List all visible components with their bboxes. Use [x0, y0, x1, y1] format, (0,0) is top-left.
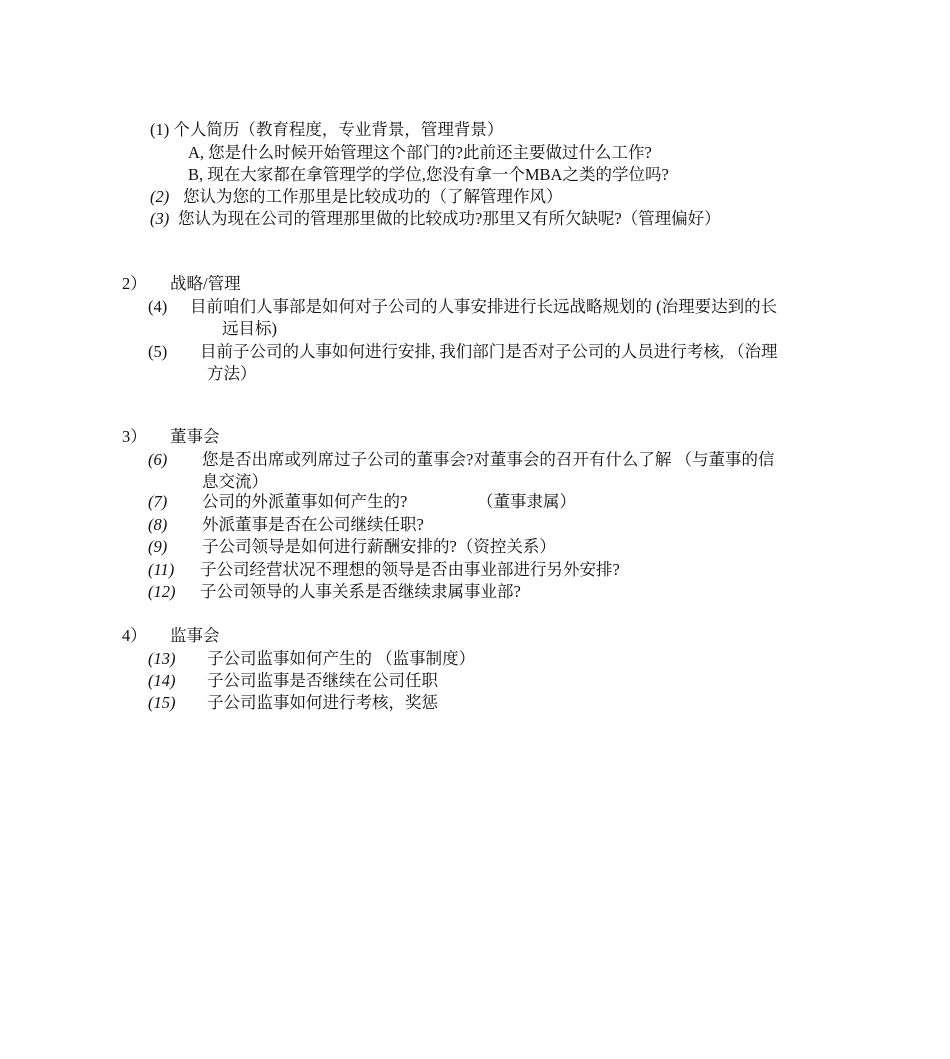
item-8-text: 外派董事是否在公司继续任职?	[202, 515, 424, 534]
item-1-text: 个人简历（教育程度，专业背景，管理背景）	[173, 120, 504, 139]
item-4-text-line2: 远目标)	[222, 319, 277, 338]
section-4-title: 监事会	[170, 626, 220, 645]
item-6-text-line2: 息交流）	[202, 472, 268, 491]
item-15-number: (15)	[148, 693, 176, 712]
item-12-number: (12)	[148, 582, 176, 601]
item-6-text-line1: 您是否出席或列席过子公司的董事会?对董事会的召开有什么了解 （与董事的信	[202, 450, 775, 469]
item-5-text-line2: 方法）	[207, 364, 257, 383]
section-3-title: 董事会	[170, 427, 220, 446]
item-9-number: (9)	[148, 537, 168, 556]
item-1-sub-a: A, 您是什么时候开始管理这个部门的?此前还主要做过什么工作?	[188, 143, 652, 162]
item-5-number: (5)	[148, 342, 168, 361]
item-12-text: 子公司领导的人事关系是否继续隶属事业部?	[200, 582, 521, 601]
item-13-number: (13)	[148, 649, 176, 668]
item-11-number: (11)	[148, 560, 175, 579]
item-7-text: 公司的外派董事如何产生的?	[202, 492, 408, 511]
item-4-number: (4)	[148, 297, 168, 316]
item-3-text: 您认为现在公司的管理那里做的比较成功?那里又有所欠缺呢?（管理偏好）	[178, 209, 721, 228]
item-1-number: (1)	[150, 120, 170, 139]
item-5-text-line1: 目前子公司的人事如何进行安排, 我们部门是否对子公司的人员进行考核, （治理	[200, 342, 778, 361]
item-15-text: 子公司监事如何进行考核，奖惩	[207, 693, 438, 712]
item-6-number: (6)	[148, 450, 168, 469]
item-1	[150, 119, 503, 141]
section-3-number: 3）	[122, 427, 147, 446]
section-2-title: 战略/管理	[170, 274, 241, 293]
item-3-number: (3)	[150, 209, 170, 228]
item-4-text-line1: 目前咱们人事部是如何对子公司的人事安排进行长远战略规划的 (治理要达到的长	[190, 297, 778, 316]
item-7-note: （董事隶属）	[477, 492, 576, 511]
item-2-text: 您认为您的工作那里是比较成功的（了解管理作风）	[183, 187, 563, 206]
item-9-text: 子公司领导是如何进行薪酬安排的?（资控关系）	[202, 537, 556, 556]
item-11-text: 子公司经营状况不理想的领导是否由事业部进行另外安排?	[200, 560, 620, 579]
section-4-number: 4）	[122, 626, 147, 645]
item-13-text: 子公司监事如何产生的 （监事制度）	[207, 649, 476, 668]
section-2-number: 2）	[122, 274, 147, 293]
item-14-text: 子公司监事是否继续在公司任职	[207, 671, 438, 690]
item-8-number: (8)	[148, 515, 168, 534]
item-1-sub-b: B, 现在大家都在拿管理学的学位,您没有拿一个MBA之类的学位吗?	[188, 165, 669, 184]
item-7-number: (7)	[148, 492, 168, 511]
item-2-number: (2)	[150, 187, 170, 206]
item-14-number: (14)	[148, 671, 176, 690]
